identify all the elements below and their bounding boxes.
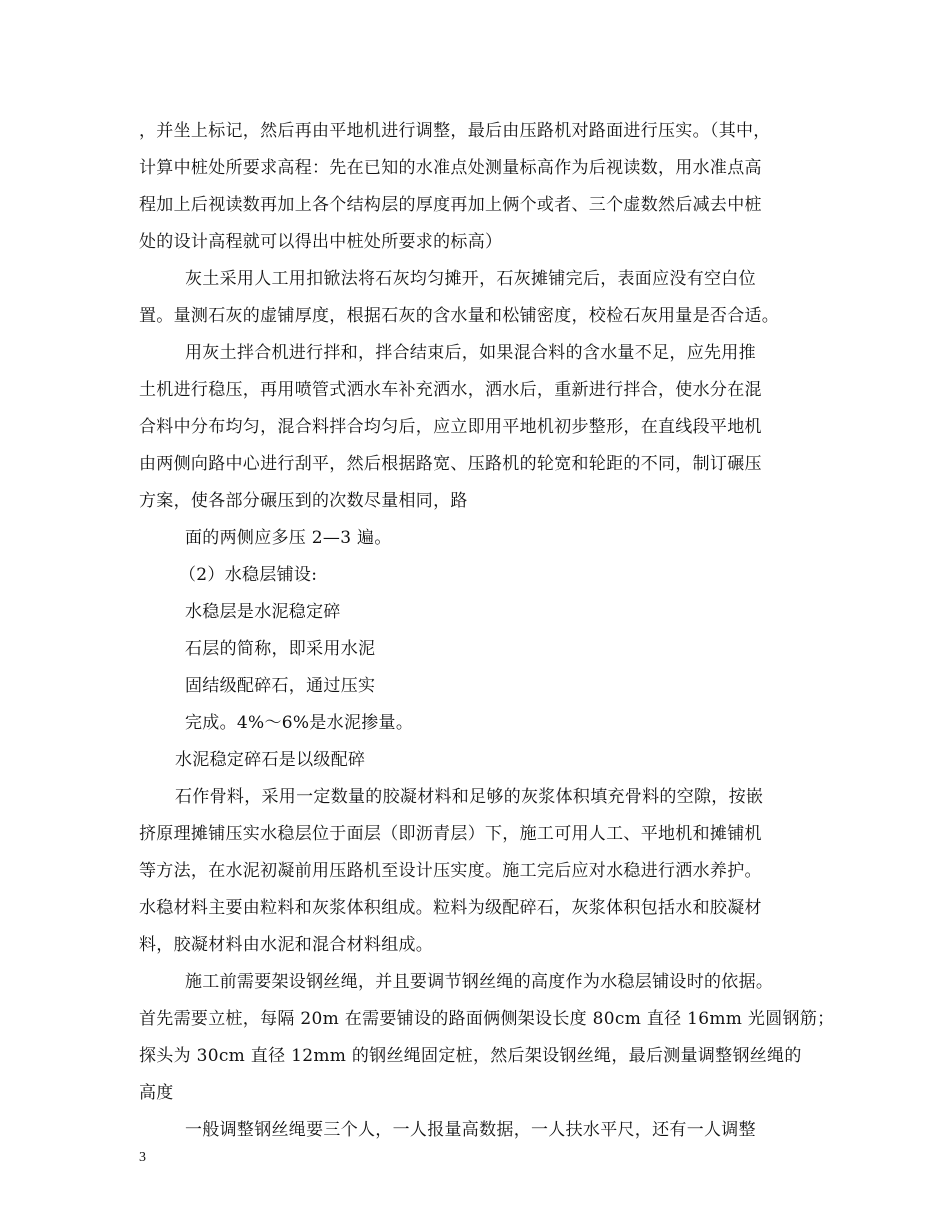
text-line: 由两侧向路中心进行刮平，然后根据路宽、压路机的轮宽和轮距的不同，制订碾压: [139, 454, 762, 474]
text-line: 水稳层是水泥稳定碎: [185, 602, 341, 622]
text-line: 首先需要立桩，每隔 20m 在需要铺设的路面俩侧架设长度 80cm 直径 16mm 光圆钢筋；: [139, 1009, 835, 1029]
text-line: 料，胶凝材料由水泥和混合材料组成。: [139, 935, 434, 955]
text-line: 计算中桩处所要求高程：先在已知的水准点处测量标高作为后视读数，用水准点高: [139, 158, 762, 178]
text-line: 用灰土拌合机进行拌和，拌合结束后，如果混合料的含水量不足，应先用推: [185, 343, 756, 363]
text-line: 程加上后视读数再加上各个结构层的厚度再加上俩个或者、三个虚数然后减去中桩: [139, 195, 762, 215]
text-line: 置。量测石灰的虚铺厚度，根据石灰的含水量和松铺密度，校检石灰用量是否合适。: [139, 306, 780, 326]
text-line: 处的设计高程就可以得出中桩处所要求的标高）: [139, 232, 503, 252]
text-line: 合料中分布均匀，混合料拌合均匀后，应立即用平地机初步整形，在直线段平地机: [139, 417, 762, 437]
text-line: 灰土采用人工用扣锨法将石灰均匀摊开，石灰摊铺完后，表面应没有空白位: [185, 269, 756, 289]
text-line: 探头为 30cm 直径 12mm 的钢丝绳固定桩，然后架设钢丝绳，最后测量调整钢丝绳的: [139, 1046, 802, 1066]
page-number: 3: [139, 1150, 146, 1165]
text-line: 石层的简称，即采用水泥: [185, 639, 376, 659]
section-heading: （2）水稳层铺设:: [179, 565, 318, 585]
text-line: 水泥稳定碎石是以级配碎: [175, 750, 366, 770]
text-line: 完成。4%～6%是水泥掺量。: [185, 713, 414, 733]
text-line: 水稳材料主要由粒料和灰浆体积组成。粒料为级配碎石，灰浆体积包括水和胶凝材: [139, 898, 762, 918]
text-line: 土机进行稳压，再用喷管式洒水车补充洒水，洒水后，重新进行拌合，使水分在混: [139, 380, 762, 400]
text-line: 固结级配碎石，通过压实: [185, 676, 376, 696]
text-line: 面的两侧应多压 2—3 遍。: [185, 528, 392, 548]
text-line: 一般调整钢丝绳要三个人，一人报量高数据，一人扶水平尺，还有一人调整: [185, 1120, 756, 1140]
text-line: 石作骨料，采用一定数量的胶凝材料和足够的灰浆体积填充骨料的空隙，按嵌: [175, 787, 764, 807]
text-line: 挤原理摊铺压实水稳层位于面层（即沥青层）下，施工可用人工、平地机和摊铺机: [139, 824, 762, 844]
text-line: 施工前需要架设钢丝绳，并且要调节钢丝绳的高度作为水稳层铺设时的依据。: [185, 972, 774, 992]
text-line: ，并坐上标记，然后再由平地机进行调整，最后由压路机对路面进行压实。（其中，: [139, 121, 771, 141]
text-line: 等方法，在水泥初凝前用压路机至设计压实度。施工完后应对水稳进行洒水养护。: [139, 861, 762, 881]
text-line: 高度: [139, 1083, 174, 1103]
text-line: 方案，使各部分碾压到的次数尽量相同，路: [139, 491, 468, 511]
